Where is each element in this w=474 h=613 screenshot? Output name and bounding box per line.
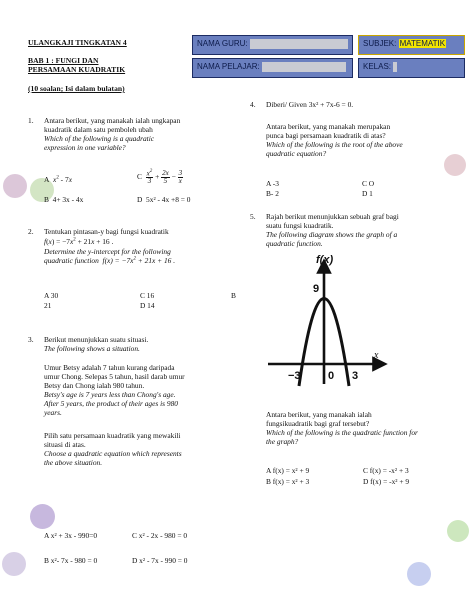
- question-number: 1.: [28, 116, 34, 125]
- story-text-ms: Umur Betsy adalah 7 tahun kurang daripada: [44, 363, 175, 373]
- option-b[interactable]: [44, 195, 83, 204]
- question-text-ms: situasi di atas.: [44, 440, 86, 450]
- option-c[interactable]: C f(x) = -x² + 3: [363, 466, 409, 475]
- question-number: 5.: [250, 212, 256, 221]
- question-number: 2.: [28, 227, 34, 236]
- story-text-en: After 5 years, the product of their ages is 980: [44, 399, 178, 409]
- question-text-ms: punca bagi persamaan kuadratik di atas?: [266, 131, 386, 141]
- root-label-3: 3: [352, 370, 359, 382]
- question-text-en: quadratic equation?: [266, 149, 327, 159]
- question-text-ms: Rajah berikut menunjukkan sebuah graf bagi: [266, 212, 399, 221]
- option-d[interactable]: D 14: [140, 301, 155, 310]
- question-text-en: Which of the following is a quadratic: [44, 134, 155, 144]
- fraction: $\frac{3}{x}$: [178, 168, 183, 185]
- option-label: C: [137, 171, 142, 181]
- option-d[interactable]: D 1: [362, 189, 373, 198]
- option-c[interactable]: C $\frac{x^2}{3}$ + $\frac{2x}{5}$ − $\frac{3}{x}$: [137, 168, 183, 186]
- option-a[interactable]: A 30: [44, 291, 59, 300]
- instruction: (10 soalan; Isi dalam bulatan): [28, 84, 125, 93]
- question-text-ms: Pilih satu persamaan kuadratik yang mewakili: [44, 431, 181, 441]
- option-a[interactable]: A $x^2 - 7x$: [44, 175, 72, 184]
- fraction: $\frac{x^2}{3}$: [146, 169, 153, 186]
- option-c[interactable]: C O: [362, 179, 375, 188]
- question-text-en: Which of the following is the root of the above: [266, 140, 403, 150]
- option-text: 5x² - 4x +8 = 0: [146, 195, 191, 204]
- student-label: NAMA PELAJAR:: [197, 62, 260, 72]
- option-c[interactable]: C x² - 2x - 980 = 0: [132, 531, 188, 540]
- question-text-ms: Berikut menunjukkan suatu situasi.: [44, 335, 149, 344]
- question-3: [28, 335, 242, 467]
- option-b[interactable]: B- 2: [266, 189, 279, 198]
- question-text-en: quadratic function.: [266, 239, 323, 249]
- question-1: [28, 116, 228, 152]
- question-text-ms: Antara berikut, yang manakah ialah ungkapan: [44, 116, 181, 125]
- class-field[interactable]: [358, 58, 465, 78]
- question-text-ms: kuadratik dalam satu pemboleh ubah: [44, 125, 153, 135]
- teacher-name-field[interactable]: [192, 35, 353, 55]
- option-b[interactable]: B: [231, 291, 236, 300]
- student-name-field[interactable]: [192, 58, 353, 78]
- decor-circle-3: [30, 504, 55, 529]
- option-a[interactable]: A -3: [266, 179, 279, 188]
- option-d[interactable]: D f(x) = -x² + 9: [363, 477, 410, 486]
- question-text-ms: fungsikuadratik bagi graf tersebut?: [266, 419, 370, 429]
- teacher-input[interactable]: [250, 39, 348, 49]
- question-text-ms: Tentukan pintasan-y bagi fungsi kuadratik: [44, 227, 169, 236]
- question-number: 4.: [250, 100, 256, 109]
- chapter-line-1: BAB 1 : FUNGI DAN: [28, 56, 99, 65]
- root-label-neg3: −3: [288, 370, 301, 382]
- subject-field[interactable]: [358, 35, 465, 55]
- chapter-line-2: PERSAMAAN KUADRATIK: [28, 65, 126, 74]
- decor-circle-7: [407, 562, 431, 586]
- class-label: KELAS:: [363, 62, 392, 72]
- option-d[interactable]: [137, 195, 190, 204]
- axis-label-x: x: [374, 350, 379, 361]
- question-text-en: The following shows a situation.: [44, 344, 140, 354]
- option-a[interactable]: A x² + 3x - 990=0: [44, 531, 98, 540]
- question-text-ms: Antara berikut, yang manakah merupakan: [266, 122, 391, 132]
- option-label: B: [44, 195, 49, 204]
- question-2: [28, 227, 238, 265]
- question-4: [250, 100, 450, 158]
- decor-circle-4: [2, 552, 26, 576]
- option-label: A: [44, 175, 50, 184]
- question-text-en: expression in one variable?: [44, 143, 126, 153]
- question-text-ms: Antara berikut, yang manakah ialah: [266, 410, 372, 419]
- function-expression: $f(x) = -7x^2 + 21x + 16$ .: [44, 237, 114, 247]
- option-b-value: 21: [44, 301, 52, 310]
- subject-label: SUBJEK:: [363, 39, 399, 48]
- parabola-graph: [264, 252, 389, 387]
- student-input[interactable]: [262, 62, 346, 72]
- option-b[interactable]: B x²- 7x - 980 = 0: [44, 556, 98, 565]
- decor-circle-6: [447, 520, 469, 542]
- question-text-ms: suatu fungsi kuadratik.: [266, 221, 334, 231]
- story-text-en: years.: [44, 408, 62, 418]
- fraction: $\frac{2x}{5}$: [162, 168, 169, 185]
- class-input[interactable]: [393, 62, 397, 72]
- option-c[interactable]: C 16: [140, 291, 155, 300]
- subject-value: MATEMATIK: [399, 39, 446, 48]
- question-5: [250, 212, 450, 248]
- question-text-en: the graph?: [266, 437, 299, 447]
- option-b[interactable]: B f(x) = x² + 3: [266, 477, 310, 486]
- question-text-en: Which of the following is the quadratic function for: [266, 428, 418, 438]
- question-text-en: Determine the y-intercept for the following: [44, 247, 171, 257]
- question-text-en: quadratic function $f(x) = -7x^2 + 21x + 16$ .: [44, 256, 176, 266]
- option-label: D: [137, 195, 143, 204]
- axis-label-fx: f(x): [316, 254, 334, 266]
- story-text-en: Betsy's age is 7 years less than Chong's age.: [44, 390, 176, 400]
- option-text: 4+ 3x - 4x: [52, 195, 84, 204]
- intercept-label-9: 9: [313, 283, 320, 295]
- worksheet-title: ULANGKAJI TINGKATAN 4: [28, 38, 127, 47]
- question-number: 3.: [28, 335, 34, 344]
- given-equation: Diberi/ Given 3x² + 7x-6 = 0.: [266, 100, 354, 109]
- question-text-en: The following diagram shows the graph of a: [266, 230, 398, 240]
- story-text-ms: umur Chong. Selepas 5 tahun, hasil darab umur: [44, 372, 185, 382]
- option-d[interactable]: D x² - 7x - 990 = 0: [132, 556, 188, 565]
- teacher-label: NAMA GURU:: [197, 39, 248, 49]
- decor-circle-1: [3, 174, 27, 198]
- question-text-en: Choose a quadratic equation which represents: [44, 449, 182, 459]
- question-5-ask: [266, 410, 466, 446]
- option-a[interactable]: A f(x) = x² + 9: [266, 466, 310, 475]
- question-text-en: the above situation.: [44, 458, 103, 468]
- origin-label: 0: [328, 370, 335, 382]
- story-text-ms: Betsy dan Chong ialah 980 tahun.: [44, 381, 145, 391]
